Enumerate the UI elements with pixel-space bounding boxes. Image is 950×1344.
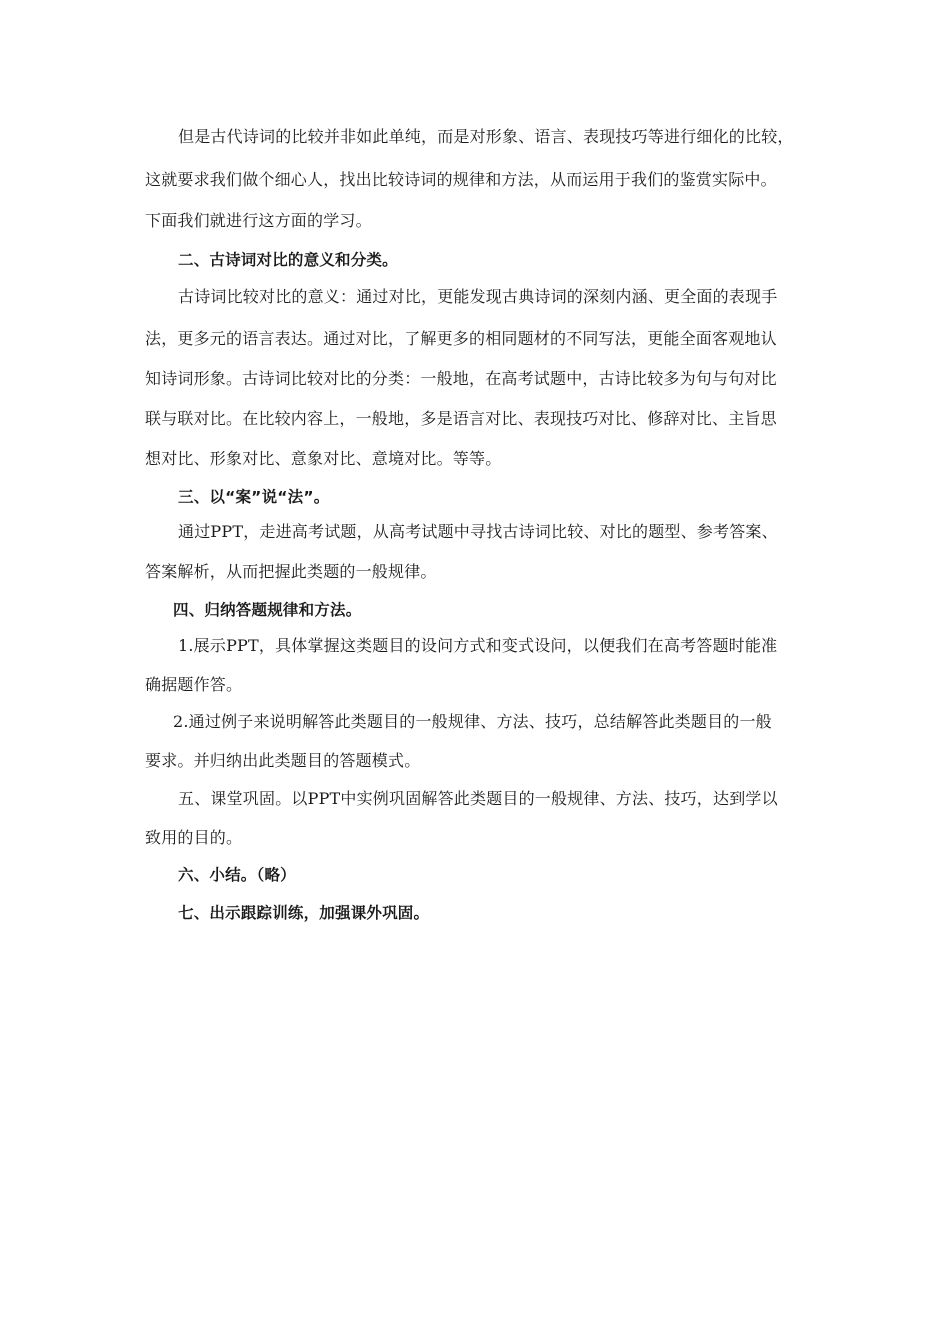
paragraph-line: 知诗词形象。古诗词比较对比的分类：一般地，在高考试题中，古诗比较多为句与句对比 <box>145 369 777 388</box>
paragraph-line: 想对比、形象对比、意象对比、意境对比。等等。 <box>145 449 502 468</box>
paragraph-line: 1.展示PPT，具体掌握这类题目的设问方式和变式设问，以便我们在高考答题时能准 <box>178 636 778 655</box>
paragraph-line: 答案解析，从而把握此类题的一般规律。 <box>145 562 437 581</box>
section-heading: 三、以“案”说“法”。 <box>178 488 330 506</box>
paragraph-line: 五、课堂巩固。以PPT中实例巩固解答此类题目的一般规律、方法、技巧，达到学以 <box>178 789 778 808</box>
section-heading: 七、出示跟踪训练，加强课外巩固。 <box>178 904 430 922</box>
paragraph-line: 古诗词比较对比的意义：通过对比，更能发现古典诗词的深刻内涵、更全面的表现手 <box>178 287 778 306</box>
paragraph-line: 通过PPT，走进高考试题，从高考试题中寻找古诗词比较、对比的题型、参考答案、 <box>178 522 778 541</box>
section-heading: 六、小结。（略） <box>178 866 296 884</box>
paragraph-line: 联与联对比。在比较内容上，一般地，多是语言对比、表现技巧对比、修辞对比、主旨思 <box>145 409 777 428</box>
paragraph-line: 这就要求我们做个细心人，找出比较诗词的规律和方法，从而运用于我们的鉴赏实际中。 <box>145 170 777 189</box>
paragraph-line: 要求。并归纳出此类题目的答题模式。 <box>145 751 421 770</box>
paragraph-line: 但是古代诗词的比较并非如此单纯，而是对形象、语言、表现技巧等进行细化的比较， <box>178 127 794 146</box>
paragraph-line: 2.通过例子来说明解答此类题目的一般规律、方法、技巧，总结解答此类题目的一般 <box>173 712 772 731</box>
paragraph-line: 法，更多元的语言表达。通过对比，了解更多的相同题材的不同写法，更能全面客观地认 <box>145 329 777 348</box>
section-heading: 二、古诗词对比的意义和分类。 <box>178 251 398 269</box>
paragraph-line: 致用的目的。 <box>145 828 243 847</box>
paragraph-line: 下面我们就进行这方面的学习。 <box>145 211 372 230</box>
section-heading: 四、归纳答题规律和方法。 <box>173 601 362 619</box>
paragraph-line: 确据题作答。 <box>145 675 243 694</box>
